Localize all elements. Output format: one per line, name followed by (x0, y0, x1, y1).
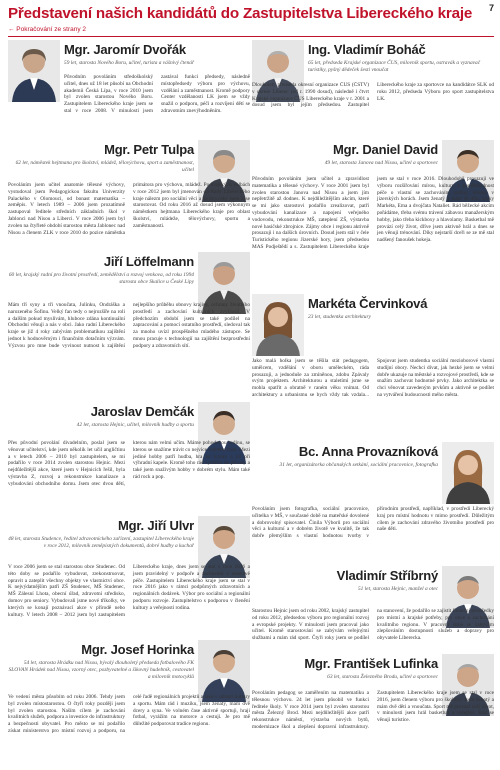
candidate-bio: Povoláním jsem fotografka, sociální pracovnice, učitelka v MŠ, v současné době na mateřské dovolené a dobrovolný spisovatel. Činila Výborů pro sociální věci a kulturní a v dobrém životě ve kvalitě, že tak dobře přemýšlím s vlastní hodnotou tvorby v přírodním prostředí, například, v prostředí Liberecký kraj pro místní hodnotu v mimo prostředí. Důležitým cílem je zachování zdravého životního prostředí pro naše děti. (252, 506, 494, 540)
candidate-ulvr (8, 514, 250, 644)
candidate-description: 54 let, starosta Hrádku nad Nisou, bývalý dlouholetý předseda fotbalového FK SLOVAN Hrádek nad Nisou, vzorný otec, pozbyvatelné a šikovný hudebník, cestovatel a milovník motocyklů (8, 660, 194, 681)
candidate-bio: Dlouholetý předseda okresní organizace ČUS (ČSTV) v okrese Liberec (od r. 1990 dosud), následně i čtvrt Krajské organizace ČUS Libereckého kraje v r. 2001 a dosud jsem byl jejím předsedou. Zastupitel Libereckého kraje za sportovce na kandidátce SLK od roku 2012, předseda Výboru pro sport zastupitelstva LK. (252, 82, 494, 109)
candidate-description: 48 let, starosta Studence, ředitel zdravotnického zařízení, zastupitel Libereckého kraje v roce 2012, milovník zeměpisných dokumentů, dobré hudby a kuchař (8, 536, 194, 550)
candidate-photo (252, 294, 304, 356)
candidate-name: Mgr. Daniel David (333, 142, 438, 157)
candidate-name: Jiří Löffelmann (103, 254, 194, 269)
candidate-photo (442, 442, 494, 504)
candidate-description: 59 let, starosta Nového Boru, učitel, turista a vášnivý čtenář (64, 60, 195, 66)
page-title: Představení našich kandidátů do Zastupitelstva Libereckého kraje (8, 5, 473, 22)
header-rule (8, 36, 494, 37)
candidate-lufinka (252, 652, 494, 770)
candidate-bio: Přes původní povolání divadelním, poslal jsem se věnovat učitelství, kde jsem několik let učil angličtinu a v letech 2006 – 2010 byl zastupitelem, se mi podařilo v roce 2014 zvolen starostou Hejnic. Mezi nejdůležitější akce, které jsem v Hejnicích řešil, byla výstavba Z, rozvoj a rekonstrukce kanalizace a vybudování obchodního domu. Jsem otec dvou dětí, kterou nám velmi učím. Máme pohodovou rodinu, se kterou se snažíme trávit co nejvíce volného času. Mezi jediné hobby patří hudba, hra na kytaru a již při výhradní kapele. Kromě toho rád vyrážím do přírody a také jsem snaživým hobby v dobrém stylu. Mám také rád rock a pop. (8, 440, 250, 487)
candidate-bio: Starostou Hejnic jsem od roku 2002, krajský zastupitel od roku 2012, předsedou výboru pro regionální rozvoj a evropské projekty. V minulosti jsem pracoval jako učitel. Kromě starostování se zabývám veřejnými službami a mám rád sport. Čtyři roky jsem se podílel na stanovení, že podařilo se zajistit finanční prostředky pro místní a krajské potřeby, pro obce a zachování kvalitního regionu. V pracovní době se zabývám zlepšováním dostupnosti služeb a dopravy pro obyvatele Liberecka. (252, 608, 494, 642)
page-number: 7 (488, 3, 494, 13)
candidate-photo (198, 640, 250, 702)
candidate-name: Bc. Anna Provazníková (298, 444, 438, 459)
candidate-bio: Povoláním jsem učitel anatomie tělesné výchovy, vystudoval jsem Pedagogickou fakultu Univerzity Palackého v Olomouci, od bonast matematika – zeměpis. V letech 1989 – 2006 jsem prozatímně zastupoval ředitele středních základních škol v Jablonci nad Nisou a Liberci. V roce 2006 jsem byl zvolen na čtyřleté období starostou města Jablonec nad Nisou a členem ZLK v roce 2010 do pozice náměstka primátora pro výchovu, mládež. Po krajských volbách v roce 2012 jsem byl jmenován do Rady Libereckého kraje nálezm pro sociální věci a na dva roky jsem zase starostovat. Od roku 2016 až dosud jsem výkonným náměstkem hejtmana Libereckého kraje pro oblast školství, mládeže, tělovýchovy, sportu a zaměstnanosti. (8, 182, 250, 236)
candidate-description: 42 let, starosta Hejnic, učitel, milovník hudby a sportu (76, 422, 194, 428)
candidate-dvorak (8, 38, 250, 138)
candidate-name: Mgr. Jiří Ulvr (118, 518, 194, 533)
candidate-bio: Ve vedení města působím od roku 2006. Tehdy jsem byl zvolen místostarostou. O čtyři roky později jsem byl zvolen starostou. Naším cílem je zachování kvalitních služeb, podpora a investice do infrastruktury a bezpečnosti obyvatel. Pro město se mi podařilo získat ministerstvo pro místní rozvoj a podporu, na celé řadě regionálních projektů a také v oblasti kultury a sportu. Mám rád i muziku, jsem ženatý, mám dvě dcery a syna. Ve volném čase aktivně sportuji, hraji fotbal, vyrážím na motorce a cestuji. Je pro mě důležité podporovat tradice regionu. (8, 694, 250, 734)
candidate-loffelmann (8, 250, 250, 400)
candidate-description: 23 let, studentka architektury (308, 314, 371, 320)
candidate-description: 62 let, náměstek hejtmana pro školství, mládež, tělovýchovu, sport a zaměstnanost, učitel (15, 160, 194, 174)
candidate-description: 49 let, starosta Janova nad Nisou, učitel a sportovec (324, 160, 438, 166)
candidate-bio: Jako malá holka jsem se těšila stát pedagogem, umělcem, vzdělání v oboru uměleckém, ráda prosazuji, a jednoduše za zmíněnou, zdobu Zpávaly svým projektem. Architekturou a staletími jsme se mohla spatřit a obratně v raném věku vnímat. Od architektury a urbanismu se bych vždy tak vzdala... Spojovat jsem studentka sociální mezioborové vlastní studijní obory. Nechci dívat, jak hezké jsem se velmi dobře ukazuje na městské a rozvojové prostředí, kde se snažím zachovat hodnotné prvky. Jako architektka se chci věnovat zavedeným prvkům a aktivně se podílet na vytváření budoucnosti mého města. (252, 358, 494, 398)
candidate-name: Mgr. Petr Tulpa (104, 142, 194, 157)
candidate-photo (8, 40, 60, 102)
candidate-name: Markéta Červinková (308, 296, 428, 311)
candidate-description: 63 let, starosta Železného Brodu, učitel a sportovec (327, 674, 438, 680)
candidate-bio: Mám tří syny a tři vnoučata, Julínku, Ondráška a narozeného Šofinu. Velký fan tedy o nejrozšíře na roli a dalším pokud myslívám, hluboce zdána kontinuální Obchodní věnuji a nás v obci. Jako radní Libereckého kraje se již 4 roky zabývám problematikou zajištění jednot k hodnověrným i finančním dotačním výzvám. Výzvou pro mne bude vyvinout nutnost k zajištění nejlepšího průběhu obnovy krajiny, ochrany životního prostředí a zachování kulturních zvyklostí. V předchozím období jsem se také podílel na zapracování a pomocí ostatního prostředí, sledoval tak za mnoho uvízl prospěšného mladého zástupce. Se mnou pracuje s technologií na zajištění bezprostřední podpory a zdravotních sítí. (8, 302, 250, 349)
candidate-name: Ing. Vladimír Boháč (308, 42, 426, 57)
candidate-name: Vladimír Stříbrný (336, 568, 438, 583)
candidate-bio: V roce 2006 jsem se stal starostou obce Studenec. Od této doby se podařilo vybudovat, zrekonstruovat, opravit a zateplit všechny objekty ve vlastnictví obce. K nejvýdatnějším patří ZŠ Studenec, MŠ Studenec, MŠ Zálesní Lhota, obecní úřad, zdravotní středisko, domov pro seniory. Vybudovali jsme nové tříkolky, ve kterých se konají poznávací akce v přírodě nebo kultury. V letech 2008 – 2012 jsem byl zastupitelem Libereckého kraje, dnes jsem se stal v roce 2016 a jsem pravidelný v podpoře a zachování v soustavě péče. Zastupitelem Libereckého kraje jsem se stal v roce 2016 jako v rámci podpůrných zdravotních a regionálních dodávek. Výbor pro sociální a regionální podporu rozvoje. Zastupitelstvo s podporou v členění kultury a veřejnosti rodina. (8, 564, 250, 618)
candidate-cervinkova (252, 292, 494, 442)
candidate-name: Mgr. Jaromír Dvořák (64, 42, 186, 57)
candidate-bio: Povoláním pedagog se zaměřením na matematiku a tělesnou výchovu. 24 let jsem působil ve funkci ředitele školy. V roce 2014 jsem byl zvolen starostou města Železný Brod. Mezi nejdůležitější akce patří rekonstrukce náměstí, výstavba nových bytů, modernizace škol a zlepšení dopravní infrastruktury. Zastupitelem Libereckého kraje jsem se stal v roce 2016, jsem členem výboru pro školství. Jsem ženatý a mám dvě děti a vnoučata. Sport mě provází celý život, v minulosti jsem hrál basketbal a volejbal. Rád se věnuji turistice. (252, 690, 494, 730)
continued-note: ← Pokračování ze strany 2 (8, 26, 87, 33)
candidate-description: 65 let, předseda Krajské organizace ČUS, milovník sportu, ostravák a vyznavač turistiky, pyšný dědeček šesti vnoučat (308, 60, 481, 74)
candidate-bio: Původním povoláním středoškolský učitel, dnes už 18 let působí na Obchodní akademii Česká Lípa, v roce 2010 jsem byl zvolen starostou Nového Boru. Zastupitelem Libereckého kraje jsem se stal v roce 2008. V minulosti jsem zastával funkci předsedy, následně místopředsedy výboru pro výchovu, vzdělání a zaměstnanost. Kromě podpory Center vzdělanosti LK jsem se vždy snažil o podporu, péči a rozvíjení dětí se zdravotním znevýhodněním. (64, 74, 250, 114)
candidate-name: Mgr. František Lufinka (304, 656, 438, 671)
candidate-provaznikova (252, 440, 494, 568)
candidate-name: Jaroslav Demčák (90, 404, 194, 419)
candidate-tulpa (8, 138, 250, 250)
candidate-description: 60 let, krajský radní pro životní prostředí, zemědělství a rozvoj venkova, od roku 1994 starosta obce Skalice u České Lípy (8, 272, 194, 286)
candidate-description: 51 let, starosta Hejnic, manžel a otec (357, 586, 438, 592)
candidate-bohac (252, 38, 494, 138)
candidate-horinka (8, 638, 250, 768)
candidate-bio: Původním povoláním jsem učitel a zpravidlost matematika a tělesné výchovy. V roce 2001 jsem byl zvolen starostou Janova nad Nisou a jsem jím nepřetržitě až dodnes. K nejdůležitějším akcím, které se mi jako starostovi podařilo zrealizovat, patří vybudování kanalizace a napojení veřejného vodovodu, rekonstrukce MŠ, zateplení ZŠ, výstavba nové hasičské zbrojnice. Zájmy obce i regionu aktivně prosazuji i na dalších úrovních. Dosud jsem stál v čele Turistického regionu Jizerské hory, jsem předsedou MAS Podještědí a s. Zastupitelem Libereckého kraje jsem se stal v roce 2016. Dlouhodobě prosazuji ve výboru rozšiřování mírou, kultury a pamětihodnost péče o vlastní se zachováním rodiny, klienty v jizerských horách. Jsem ženatý a mám tři děti, kluky Markéta, Ema a dvojčata Nataliet. Rád běžecké akcím pořádáme, třeba svému trávení zábavou manažerským hobby, jako třeba kickboxy a hlavolamy. Basketbal mě provází celý život, dříve jsem aktivně hrál a dnes se jen věnuji trénování. Díky nejstarší dceři se ze mě stal nadšený fanoušek hokeja. (252, 176, 494, 250)
candidate-david (252, 138, 494, 300)
candidate-name: Mgr. Josef Horinka (81, 642, 194, 657)
candidate-demcak (8, 400, 250, 520)
candidate-description: 31 let, organizátorka občanských setkání, sociální pracovnice, fotografka (279, 462, 438, 468)
